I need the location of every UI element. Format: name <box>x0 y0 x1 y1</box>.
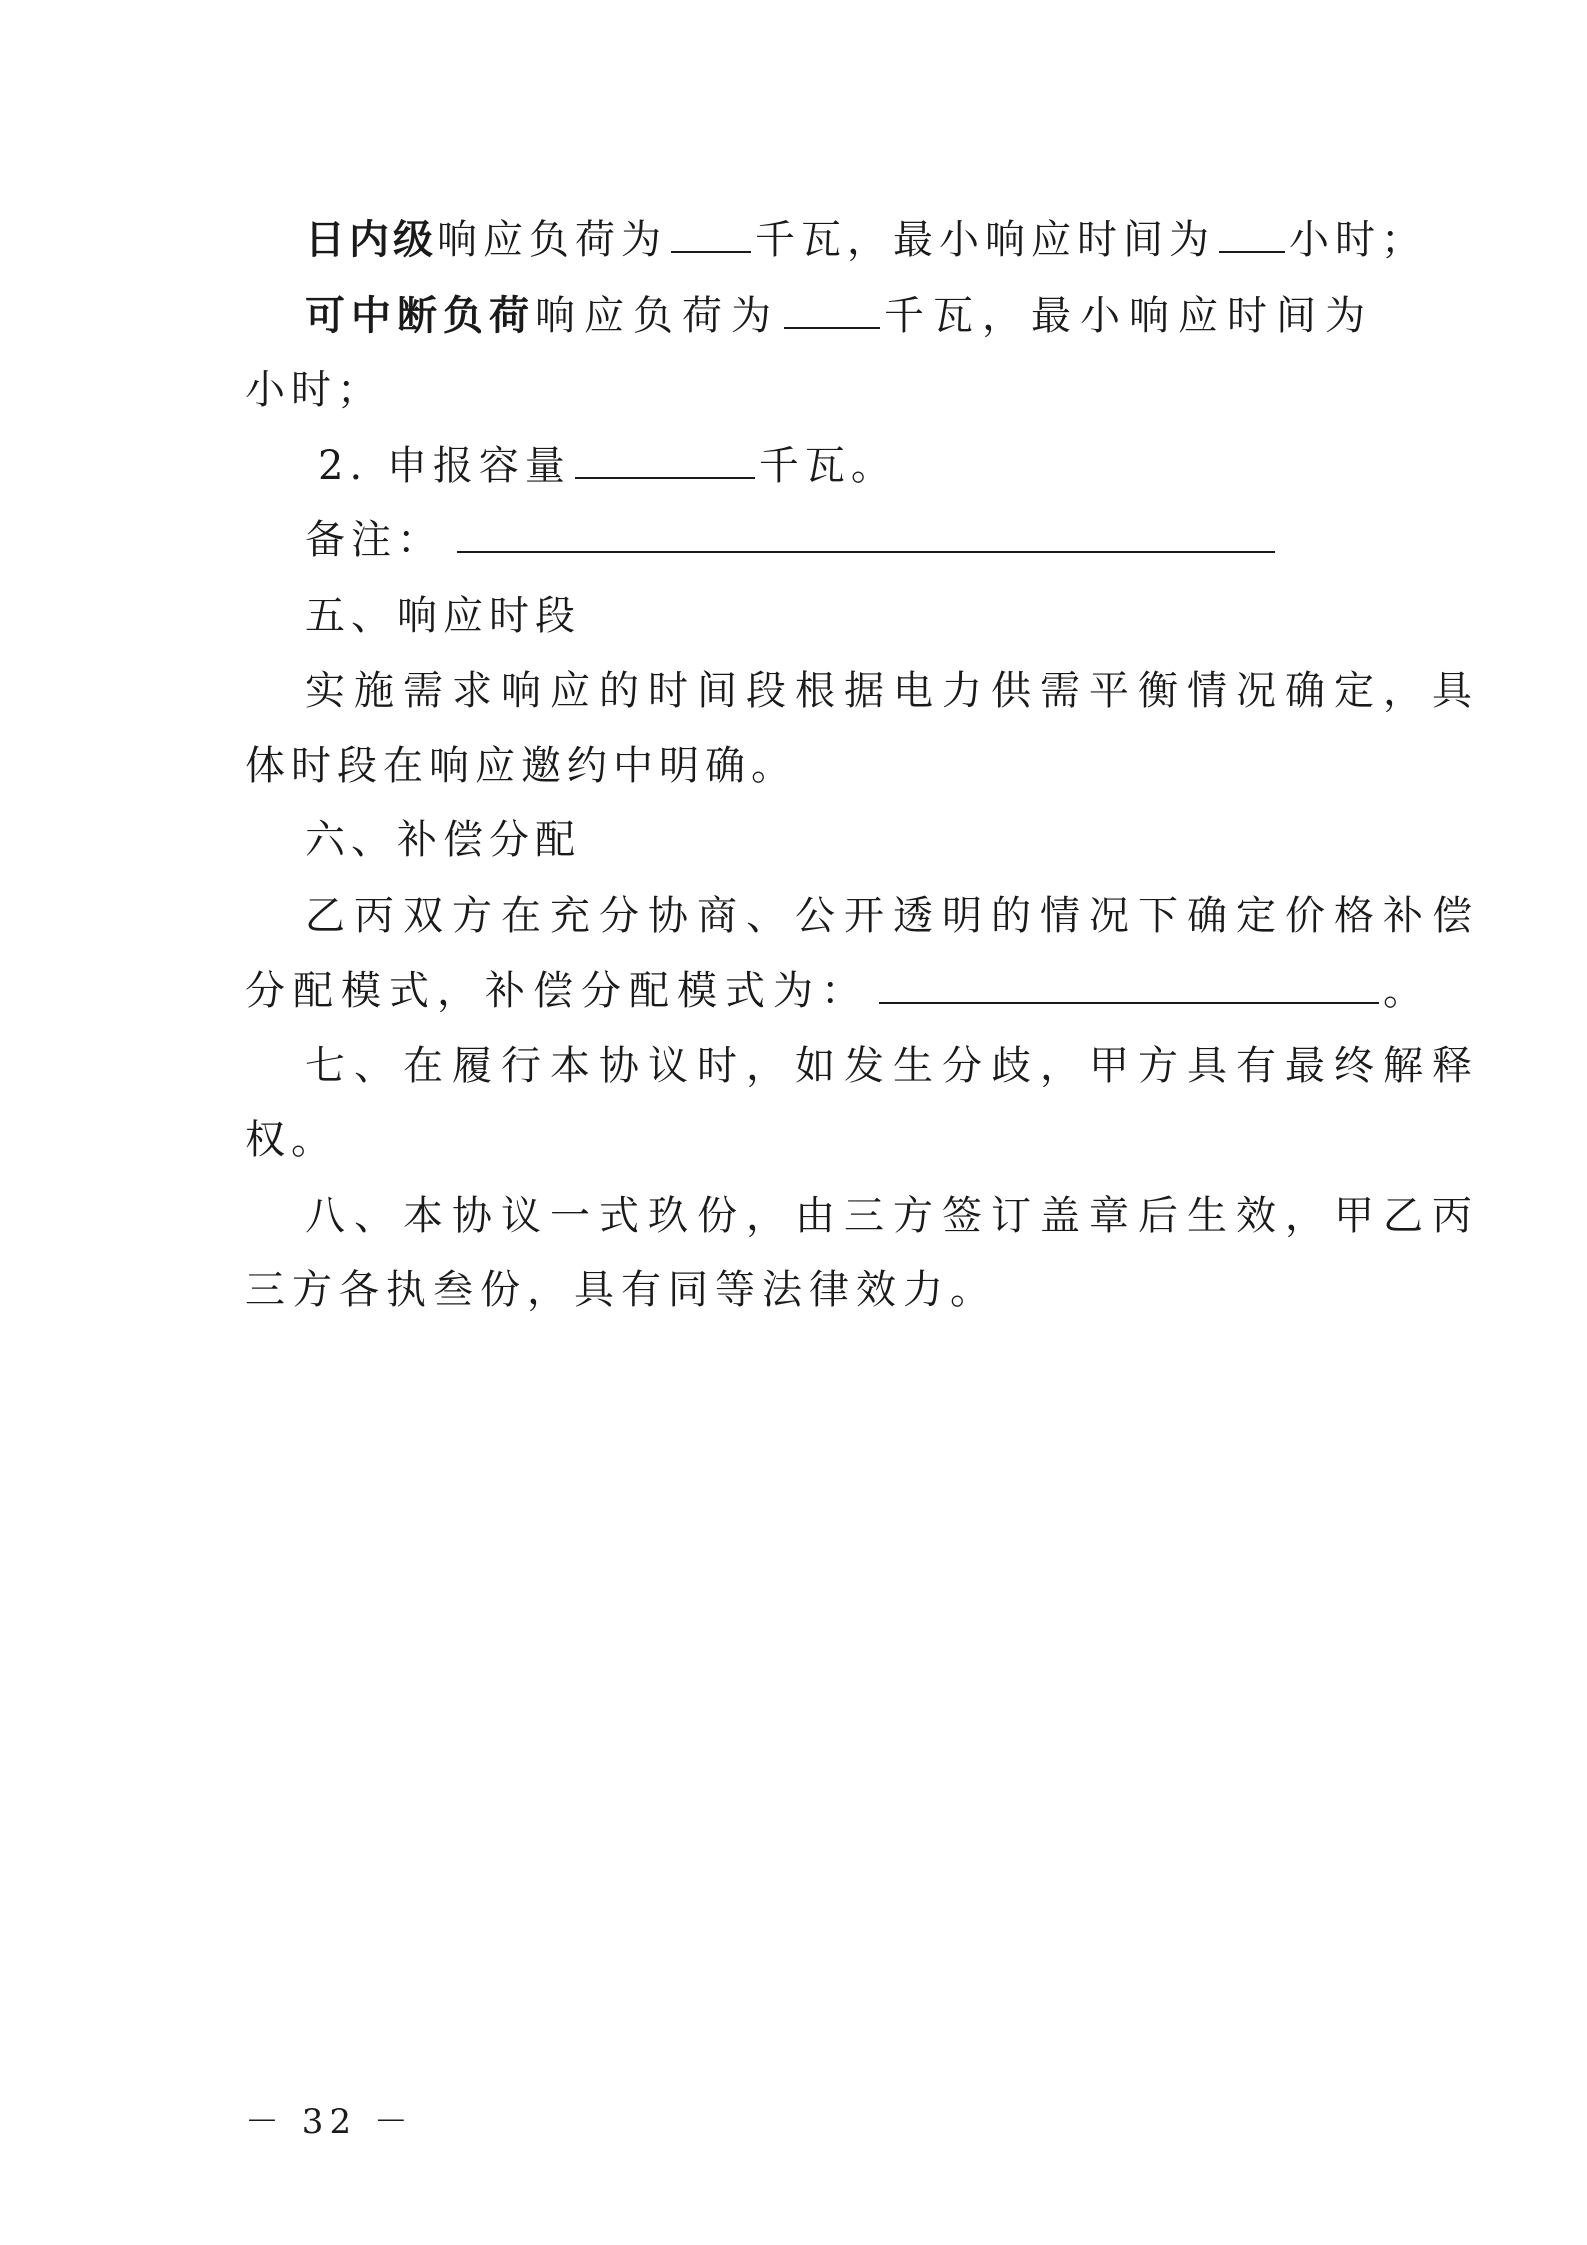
heading-text-5: 五、响应时段 <box>305 593 581 639</box>
paragraph-dispute-2 <box>245 1112 1355 1168</box>
text-response-load-2: 响应负荷为 <box>535 293 780 339</box>
text-hours: 小时； <box>1289 217 1427 263</box>
line-hours-cont <box>245 362 1355 418</box>
line-interruptible-load <box>305 288 1374 344</box>
blank-intraday-hours[interactable] <box>1219 217 1285 253</box>
text-period-1: 实施需求响应的时间段根据电力供需平衡情况确定，具 <box>305 668 1481 714</box>
text-copies-2: 三方各执叁份，具有同等法律效力。 <box>245 1267 997 1313</box>
heading-compensation <box>305 812 1355 868</box>
paragraph-copies-2 <box>245 1262 1355 1318</box>
line-remarks <box>305 512 1415 568</box>
text-compensation-1: 乙丙双方在充分协商、公开透明的情况下确定价格补偿 <box>305 893 1481 939</box>
page-number: － 32 － <box>245 2102 414 2142</box>
label-intraday: 日内级 <box>305 217 437 263</box>
blank-capacity-kw[interactable] <box>575 443 755 479</box>
text-dispute-1: 七、在履行本协议时，如发生分歧，甲方具有最终解释 <box>305 1043 1481 1089</box>
blank-compensation-mode[interactable] <box>879 968 1379 1004</box>
text-kw-min-time: 千瓦，最小响应时间为 <box>755 217 1215 263</box>
paragraph-period-1 <box>305 663 1481 719</box>
text-declared-capacity: 2. 申报容量 <box>318 443 571 489</box>
text-period-2: 体时段在响应邀约中明确。 <box>245 743 797 789</box>
blank-intraday-kw[interactable] <box>671 217 751 253</box>
line-intraday-response <box>305 212 1427 268</box>
blank-remarks[interactable] <box>457 517 1275 553</box>
heading-response-period <box>305 588 1355 644</box>
label-interruptible: 可中断负荷 <box>305 293 535 339</box>
line-declared-capacity <box>318 438 1428 494</box>
paragraph-period-2 <box>245 738 1355 794</box>
blank-interruptible-kw[interactable] <box>784 293 880 329</box>
text-period-end: 。 <box>1383 968 1431 1014</box>
paragraph-compensation-2 <box>245 963 1431 1019</box>
text-dispute-2: 权。 <box>245 1117 337 1163</box>
heading-text-6: 六、补偿分配 <box>305 817 581 863</box>
text-copies-1: 八、本协议一式玖份，由三方签订盖章后生效，甲乙丙 <box>305 1193 1481 1239</box>
paragraph-compensation-1 <box>305 888 1481 944</box>
label-remarks: 备注： <box>305 517 443 563</box>
text-hours-2: 小时； <box>245 367 383 413</box>
paragraph-copies-1 <box>305 1188 1481 1244</box>
text-kw-min-time-2: 千瓦，最小响应时间为 <box>884 293 1374 339</box>
text-compensation-2: 分配模式，补偿分配模式为： <box>245 968 869 1014</box>
text-kw-end: 千瓦。 <box>758 443 897 489</box>
paragraph-dispute-1 <box>305 1038 1481 1094</box>
text-response-load: 响应负荷为 <box>437 217 667 263</box>
